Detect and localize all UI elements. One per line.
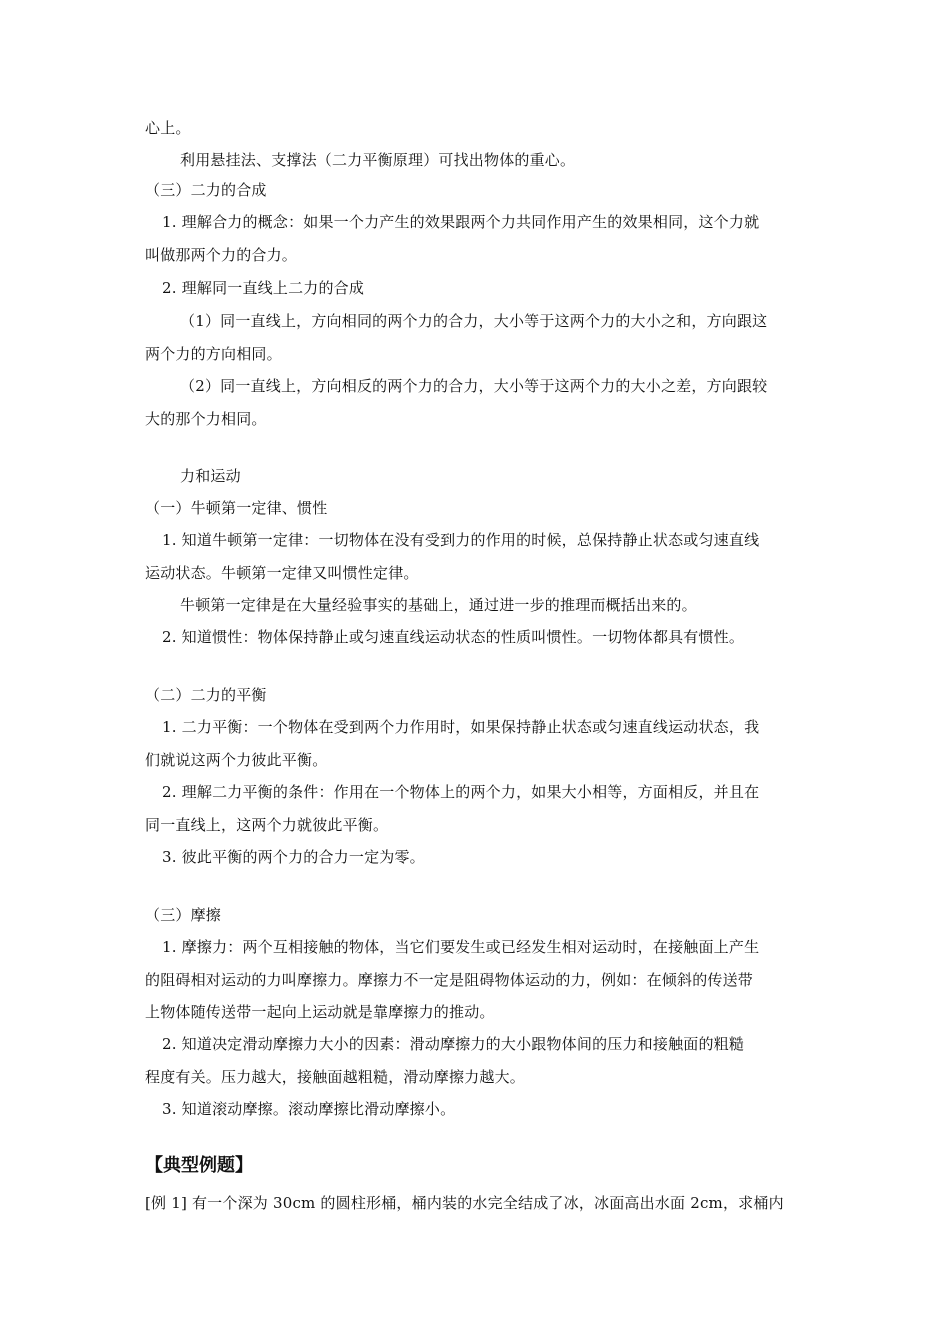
subsection-heading: （二）二力的平衡 — [145, 686, 267, 704]
text-line: 同一直线上，这两个力就彼此平衡。 — [145, 816, 389, 834]
text-line: 利用悬挂法、支撑法（二力平衡原理）可找出物体的重心。 — [180, 151, 576, 169]
typical-examples-heading: 【典型例题】 — [145, 1155, 253, 1176]
example-1-text: [例 1] 有一个深为 30cm 的圆柱形桶，桶内装的水完全结成了冰，冰面高出水面 2cm，求桶内 — [145, 1194, 784, 1212]
text-line: 的阻碍相对运动的力叫摩擦力。摩擦力不一定是阻碍物体运动的力，例如：在倾斜的传送带 — [145, 971, 754, 989]
text-line: 1. 理解合力的概念：如果一个力产生的效果跟两个力共同作用产生的效果相同，这个力就 — [162, 213, 760, 231]
text-line: 2. 知道决定滑动摩擦力大小的因素：滑动摩擦力的大小跟物体间的压力和接触面的粗糙 — [162, 1035, 745, 1053]
text-line: 两个力的方向相同。 — [145, 345, 282, 363]
text-line: 1. 知道牛顿第一定律：一切物体在没有受到力的作用的时候，总保持静止状态或匀速直线 — [162, 531, 760, 549]
section-title: 力和运动 — [180, 467, 241, 485]
subsection-heading: （三）摩擦 — [145, 906, 222, 924]
subsection-heading: （三）二力的合成 — [145, 181, 267, 199]
text-line: 大的那个力相同。 — [145, 410, 267, 428]
text-line: 叫做那两个力的合力。 — [145, 246, 298, 264]
text-line: 3. 彼此平衡的两个力的合力一定为零。 — [162, 848, 425, 866]
text-line: 程度有关。压力越大，接触面越粗糙，滑动摩擦力越大。 — [145, 1068, 526, 1086]
text-line: 1. 二力平衡：一个物体在受到两个力作用时，如果保持静止状态或匀速直线运动状态，我 — [162, 718, 760, 736]
text-line: （1）同一直线上，方向相同的两个力的合力，大小等于这两个力的大小之和，方向跟这 — [180, 312, 768, 330]
text-line: 运动状态。牛顿第一定律又叫惯性定律。 — [145, 564, 419, 582]
text-line: （2）同一直线上，方向相反的两个力的合力，大小等于这两个力的大小之差，方向跟较 — [180, 377, 768, 395]
subsection-heading: （一）牛顿第一定律、惯性 — [145, 499, 328, 517]
text-line: 2. 理解二力平衡的条件：作用在一个物体上的两个力，如果大小相等，方面相反，并且在 — [162, 783, 760, 801]
text-line: 2. 理解同一直线上二力的合成 — [162, 279, 365, 297]
text-line: 2. 知道惯性：物体保持静止或匀速直线运动状态的性质叫惯性。一切物体都具有惯性。 — [162, 628, 745, 646]
text-line: 心上。 — [145, 119, 191, 137]
text-line: 3. 知道滚动摩擦。滚动摩擦比滑动摩擦小。 — [162, 1100, 456, 1118]
text-line: 牛顿第一定律是在大量经验事实的基础上，通过进一步的推理而概括出来的。 — [180, 596, 697, 614]
text-line: 1. 摩擦力：两个互相接触的物体，当它们要发生或已经发生相对运动时，在接触面上产生 — [162, 938, 760, 956]
text-line: 们就说这两个力彼此平衡。 — [145, 751, 328, 769]
text-line: 上物体随传送带一起向上运动就是靠摩擦力的推动。 — [145, 1003, 495, 1021]
